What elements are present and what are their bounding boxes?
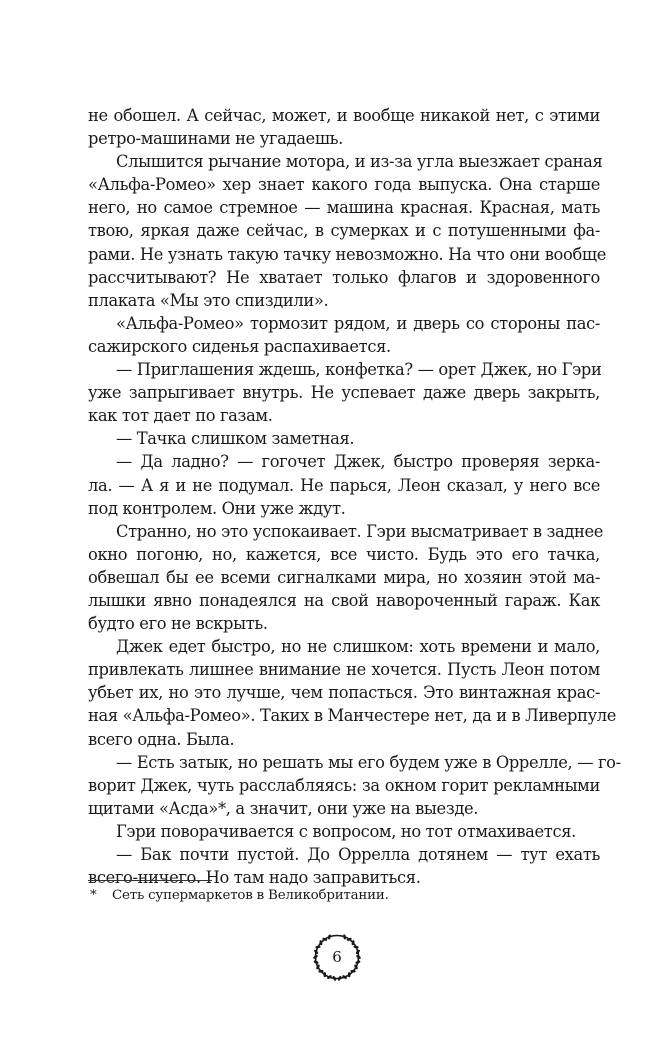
text-line: обвешал бы ее всеми сигналками мира, но хозяин этой ма-: [88, 567, 600, 587]
footnote: [90, 887, 389, 905]
text-line: ла. — А я и не подумал. Не парься, Леон сказал, у него все: [88, 475, 600, 495]
text-line: будто его не вскрыть.: [88, 614, 268, 634]
text-line: твою, яркая даже сейчас, в сумерках и с потушенными фа-: [88, 221, 600, 241]
footnote-marker: *: [90, 888, 97, 903]
text-line: «Альфа-Ромео» хер знает какого года выпуска. Она старше: [88, 175, 600, 195]
text-line: уже запрыгивает внутрь. Не успевает даже дверь закрыть,: [88, 383, 600, 403]
text-line: под контролем. Они уже ждут.: [88, 498, 346, 518]
text-line: рами. Не узнать такую тачку невозможно. На что они вообще: [88, 244, 606, 264]
text-line: — Тачка слишком заметная.: [116, 429, 355, 449]
text-line: Слышится рычание мотора, и из-за угла выезжает сраная: [116, 152, 603, 172]
text-line: Джек едет быстро, но не слишком: хоть времени и мало,: [116, 637, 600, 657]
page-number-ornament: [311, 931, 363, 983]
text-line: Гэри поворачивается с вопросом, но тот отмахивается.: [116, 821, 576, 841]
text-line: не обошел. А сейчас, может, и вообще никакой нет, с этими: [88, 106, 600, 125]
text-line: плаката «Мы это спиздили».: [88, 290, 329, 310]
text-line: — Есть затык, но решать мы его будем уже в Оррелле, — го-: [116, 752, 621, 772]
text-line: Странно, но это успокаивает. Гэри высматривает в заднее: [116, 521, 604, 541]
text-line: — Приглашения ждешь, конфетка? — орет Джек, но Гэри: [116, 360, 602, 380]
text-line: всего одна. Была.: [88, 729, 235, 749]
text-line: ная «Альфа-Ромео». Таких в Манчестере нет, да и в Ливерпуле: [88, 706, 617, 726]
text-line: него, но самое стремное — машина красная. Красная, мать: [88, 198, 600, 218]
text-line: — Да ладно? — гогочет Джек, быстро проверяя зерка-: [116, 452, 600, 472]
body-text: [88, 104, 621, 889]
text-line: как тот дает по газам.: [88, 406, 273, 426]
text-line: всего-ничего. Но там надо заправиться.: [88, 868, 421, 888]
text-line: щитами «Асда»*, а значит, они уже на выезде.: [88, 798, 479, 818]
text-line: ворит Джек, чуть расслабляясь: за окном горит рекламными: [88, 775, 600, 795]
footnote-divider: [88, 880, 212, 881]
text-line: ретро-машинами не угадаешь.: [88, 129, 343, 149]
footnote-text: Сеть супермаркетов в Великобритании.: [112, 888, 389, 903]
text-line: «Альфа-Ромео» тормозит рядом, и дверь со стороны пас-: [116, 313, 600, 333]
text-line: убьет их, но это лучше, чем попасться. Это винтажная крас-: [88, 683, 600, 703]
text-line: окно погоню, но, кажется, все чисто. Будь это его тачка,: [88, 544, 600, 564]
page-number: 6: [332, 948, 342, 966]
text-line: сажирского сиденья распахивается.: [88, 336, 391, 356]
text-line: лышки явно понадеялся на свой навороченный гараж. Как: [88, 590, 600, 610]
text-line: рассчитывают? Не хватает только флагов и здоровенного: [88, 267, 600, 287]
text-line: привлекать лишнее внимание не хочется. Пусть Леон потом: [88, 660, 600, 680]
text-line: — Бак почти пустой. До Оррелла дотянем — тут ехать: [116, 845, 600, 864]
